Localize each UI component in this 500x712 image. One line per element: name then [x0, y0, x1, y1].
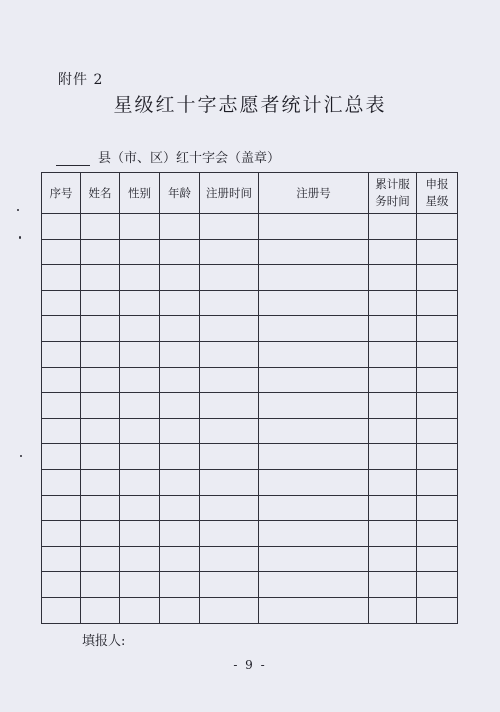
table-cell [160, 316, 200, 342]
table-cell [417, 341, 458, 367]
table-row [42, 521, 458, 547]
table-cell [259, 572, 369, 598]
table-cell [160, 393, 200, 419]
table-cell [417, 290, 458, 316]
table-cell [259, 393, 369, 419]
document-title: 星级红十字志愿者统计汇总表 [113, 94, 387, 116]
table-cell [200, 546, 259, 572]
table-cell [120, 495, 160, 521]
table-row [42, 316, 458, 342]
table-cell [369, 214, 417, 240]
table-cell [369, 495, 417, 521]
table-cell [160, 521, 200, 547]
table-cell [42, 316, 81, 342]
header-cell-gender: 性别 [120, 173, 160, 214]
table-cell [369, 546, 417, 572]
table-cell [160, 469, 200, 495]
table-cell [417, 367, 458, 393]
table-row [42, 265, 458, 291]
table-cell [200, 418, 259, 444]
unit-blank-underline [56, 153, 90, 166]
table-cell [259, 418, 369, 444]
table-cell [259, 316, 369, 342]
table-cell [81, 521, 120, 547]
table-cell [417, 546, 458, 572]
table-cell [81, 316, 120, 342]
header-cell-age: 年龄 [160, 173, 200, 214]
table-header-row [42, 173, 458, 214]
table-cell [369, 239, 417, 265]
table-cell [120, 239, 160, 265]
table-cell [369, 597, 417, 623]
table-cell [81, 214, 120, 240]
table-cell [259, 469, 369, 495]
table-cell [369, 418, 417, 444]
header-cell-service-hours: 累计服 务时间 [369, 173, 417, 214]
table-cell [369, 316, 417, 342]
table-cell [42, 341, 81, 367]
table-cell [200, 316, 259, 342]
table-cell [200, 214, 259, 240]
table-cell [42, 572, 81, 598]
table-cell [417, 521, 458, 547]
table-cell [259, 265, 369, 291]
table-cell [369, 290, 417, 316]
table-cell [160, 597, 200, 623]
table-cell [417, 597, 458, 623]
table-cell [160, 265, 200, 291]
table-cell [120, 546, 160, 572]
table-cell [81, 341, 120, 367]
table-cell [160, 214, 200, 240]
header-cell-index: 序号 [42, 173, 81, 214]
table-cell [259, 597, 369, 623]
table-cell [42, 265, 81, 291]
header-cell-name: 姓名 [81, 173, 120, 214]
header-cell-registration-number: 注册号 [259, 173, 369, 214]
table-cell [42, 290, 81, 316]
table-cell [417, 214, 458, 240]
table-cell [259, 367, 369, 393]
unit-line-text: 县（市、区）红十字会（盖章） [98, 151, 281, 166]
table-cell [120, 393, 160, 419]
table-cell [417, 393, 458, 419]
table-row [42, 546, 458, 572]
page-number: - 9 - [233, 658, 267, 672]
table-cell [200, 393, 259, 419]
table-cell [417, 418, 458, 444]
table-cell [42, 597, 81, 623]
table-cell [160, 546, 200, 572]
table-row [42, 418, 458, 444]
table-cell [42, 521, 81, 547]
table-row [42, 393, 458, 419]
table-cell [369, 469, 417, 495]
table-cell [369, 572, 417, 598]
unit-line [56, 147, 280, 166]
table-cell [369, 393, 417, 419]
table-cell [200, 469, 259, 495]
table-row [42, 290, 458, 316]
table-cell [120, 469, 160, 495]
table-cell [200, 572, 259, 598]
table-cell [259, 214, 369, 240]
table-cell [42, 546, 81, 572]
table-cell [120, 290, 160, 316]
table-row [42, 367, 458, 393]
table-cell [200, 239, 259, 265]
table-cell [259, 341, 369, 367]
table-cell [81, 546, 120, 572]
table-cell [42, 444, 81, 470]
table-cell [42, 239, 81, 265]
table-cell [120, 418, 160, 444]
table-cell [259, 239, 369, 265]
table-cell [120, 265, 160, 291]
table-cell [120, 214, 160, 240]
table-cell [200, 265, 259, 291]
table-cell [160, 572, 200, 598]
scan-speck [19, 236, 21, 239]
table-cell [200, 367, 259, 393]
table-cell [369, 367, 417, 393]
table-cell [259, 444, 369, 470]
table-cell [81, 367, 120, 393]
table-cell [81, 572, 120, 598]
table-cell [81, 444, 120, 470]
table-cell [259, 290, 369, 316]
table-cell [120, 316, 160, 342]
table-cell [200, 597, 259, 623]
table-cell [42, 367, 81, 393]
table-cell [81, 418, 120, 444]
table-cell [369, 341, 417, 367]
table-cell [81, 290, 120, 316]
table-cell [417, 239, 458, 265]
table-cell [120, 341, 160, 367]
table-cell [81, 239, 120, 265]
table-body [42, 214, 458, 624]
table-cell [417, 495, 458, 521]
table-cell [369, 444, 417, 470]
table-cell [42, 418, 81, 444]
table-cell [120, 521, 160, 547]
table-cell [120, 572, 160, 598]
table-row [42, 469, 458, 495]
table-row [42, 444, 458, 470]
table-cell [120, 597, 160, 623]
table-cell [81, 393, 120, 419]
table-cell [160, 367, 200, 393]
table-cell [369, 521, 417, 547]
table-cell [120, 444, 160, 470]
table-cell [417, 469, 458, 495]
table-cell [417, 316, 458, 342]
table-row [42, 495, 458, 521]
table-cell [42, 214, 81, 240]
scan-speck [17, 209, 19, 211]
table-cell [81, 495, 120, 521]
table-cell [200, 341, 259, 367]
table-cell [81, 265, 120, 291]
scan-speck [20, 455, 22, 457]
attachment-label: 附件 2 [58, 72, 104, 88]
table-cell [417, 265, 458, 291]
table-cell [42, 393, 81, 419]
table-cell [417, 444, 458, 470]
table-cell [200, 444, 259, 470]
table-cell [200, 290, 259, 316]
header-cell-registration-date: 注册时间 [200, 173, 259, 214]
table-cell [81, 469, 120, 495]
table-cell [160, 444, 200, 470]
table-cell [417, 572, 458, 598]
table-cell [120, 367, 160, 393]
table-cell [160, 495, 200, 521]
table-row [42, 572, 458, 598]
table-cell [369, 265, 417, 291]
table-row [42, 597, 458, 623]
table-row [42, 341, 458, 367]
table-row [42, 214, 458, 240]
table-cell [259, 495, 369, 521]
table-cell [42, 469, 81, 495]
table-cell [81, 597, 120, 623]
table-cell [259, 521, 369, 547]
table-cell [160, 239, 200, 265]
table-cell [200, 495, 259, 521]
table-cell [160, 341, 200, 367]
table-cell [160, 290, 200, 316]
filler-label: 填报人: [82, 634, 126, 649]
header-cell-star-level: 申报 星级 [417, 173, 458, 214]
table-cell [42, 495, 81, 521]
table-cell [259, 546, 369, 572]
table-cell [160, 418, 200, 444]
table-row [42, 239, 458, 265]
table-cell [200, 521, 259, 547]
statistics-table [41, 172, 458, 624]
